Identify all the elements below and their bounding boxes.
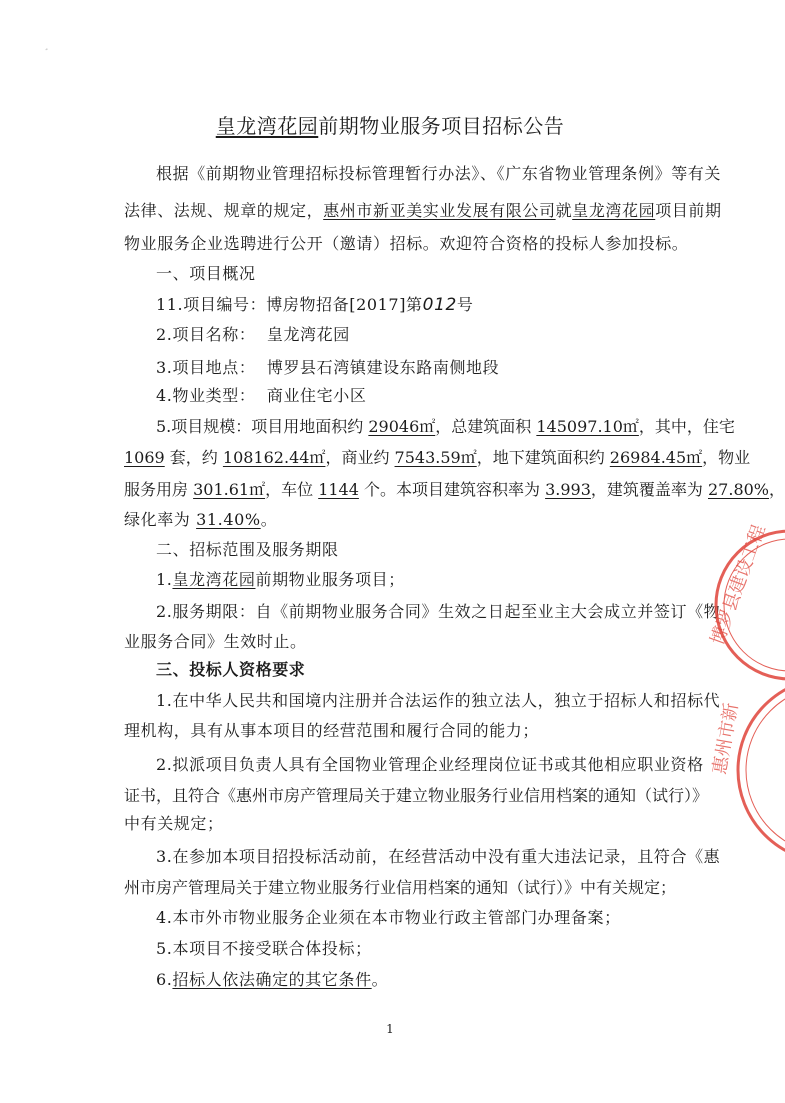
- section-1-heading: 一、项目概况: [156, 264, 256, 283]
- qual-item-6-text: 招标人依法确定的其它条件: [172, 970, 372, 989]
- underground-area: 26984.45㎡: [609, 448, 703, 467]
- qual-item-4: 4.本市外市物业服务企业须在本市物业行政主管部门办理备案；: [156, 908, 621, 927]
- scope-item-2-line-2: 业服务合同》生效时止。: [124, 632, 307, 651]
- intro-line-3: 物业服务企业选聘进行公开（邀请）招标。欢迎符合资格的投标人参加投标。: [124, 234, 689, 253]
- handwritten-code: 012: [422, 295, 457, 315]
- intro-line-2: 法律、法规、规章的规定，惠州市新亚美实业发展有限公司就皇龙湾花园项目前期: [124, 201, 722, 220]
- qual-item-2-line-1: 2.拟派项目负责人具有全国物业管理企业经理岗位证书或其他相应职业资格: [156, 755, 704, 774]
- scale-line-2: 1069 套，约 108162.44㎡，商业约 7543.59㎡，地下建筑面积约 26984.45㎡，物业: [124, 448, 751, 467]
- project-location: 3.项目地点： 博罗县石湾镇建设东路南侧地段: [156, 358, 500, 377]
- qual-item-3-line-2: 州市房产管理局关于建立物业服务行业信用档案的通知（试行）》中有关规定；: [124, 878, 677, 897]
- qual-item-1-line-2: 理机构，具有从事本项目的经营范围和履行合同的能力；: [124, 721, 540, 740]
- property-type: 4.物业类型： 商业住宅小区: [156, 386, 367, 405]
- scope-project-name: 皇龙湾花园: [172, 570, 256, 589]
- qual-item-1-line-1: 1.在中华人民共和国境内注册并合法运作的独立法人，独立于招标人和招标代: [156, 691, 721, 710]
- land-area: 29046㎡: [368, 417, 436, 436]
- project-name: 2.项目名称： 皇龙湾花园: [156, 325, 350, 344]
- residential-area: 108162.44㎡: [222, 448, 326, 467]
- qual-item-3-line-1: 3.在参加本项目招投标活动前，在经营活动中没有重大违法记录，且符合《惠: [156, 847, 721, 866]
- scale-line-3: 服务用房 301.61㎡，车位 1144 个。本项目建筑容积率为 3.993，建筑覆盖率为 27.80%，: [124, 480, 785, 499]
- company-name: 惠州市新亚美实业发展有限公司: [323, 201, 556, 220]
- commercial-area: 7543.59㎡: [394, 448, 477, 467]
- page-number: 1: [386, 1022, 394, 1036]
- seal-lettering-icon: [707, 522, 770, 776]
- section-2-heading: 二、招标范围及服务期限: [156, 540, 339, 559]
- scale-line-1: 5.项目规模：项目用地面积约 29046㎡，总建筑面积 145097.10㎡，其中，住宅: [156, 417, 735, 436]
- project-code: 11.项目编号：博房物招备[2017]第012号: [156, 295, 474, 315]
- lower-seal-icon: [738, 678, 785, 862]
- total-area: 145097.10㎡: [536, 417, 639, 436]
- intro-project-name: 皇龙湾花园: [572, 201, 656, 220]
- scope-item-2-line-1: 2.服务期限：自《前期物业服务合同》生效之日起至业主大会成立并签订《物: [156, 602, 721, 621]
- section-3-heading: 三、投标人资格要求: [156, 660, 306, 679]
- title-project-name: 皇龙湾花园: [215, 114, 319, 138]
- scale-line-4: 绿化率为 31.40%。: [124, 510, 278, 529]
- scope-item-1: 1.皇龙湾花园前期物业服务项目；: [156, 570, 405, 589]
- coverage-ratio: 27.80%: [708, 480, 770, 499]
- qual-item-2-line-2: 证书，且符合《惠州市房产管理局关于建立物业服务行业信用档案的通知（试行）》: [124, 786, 709, 805]
- svg-text:惠州市新: 惠州市新: [709, 701, 743, 776]
- unit-count: 1069: [124, 448, 165, 467]
- qual-item-6: 6.招标人依法确定的其它条件。: [156, 970, 389, 989]
- qual-item-5: 5.本项目不接受联合体投标；: [156, 939, 372, 958]
- intro-line-1: 根据《前期物业管理招标投标管理暂行办法》、《广东省物业管理条例》等有关: [156, 164, 722, 183]
- parking-count: 1144: [318, 480, 359, 499]
- service-room-area: 301.61㎡: [193, 480, 266, 499]
- qual-item-2-line-3: 中有关规定；: [124, 814, 224, 833]
- green-ratio: 31.40%: [196, 510, 261, 529]
- scan-mark: ¸: [44, 40, 49, 51]
- title-rest: 前期物业服务项目招标公告: [318, 114, 565, 138]
- floor-area-ratio: 3.993: [545, 480, 591, 499]
- svg-text:博罗县建设工程: 博罗县建设工程: [706, 522, 770, 648]
